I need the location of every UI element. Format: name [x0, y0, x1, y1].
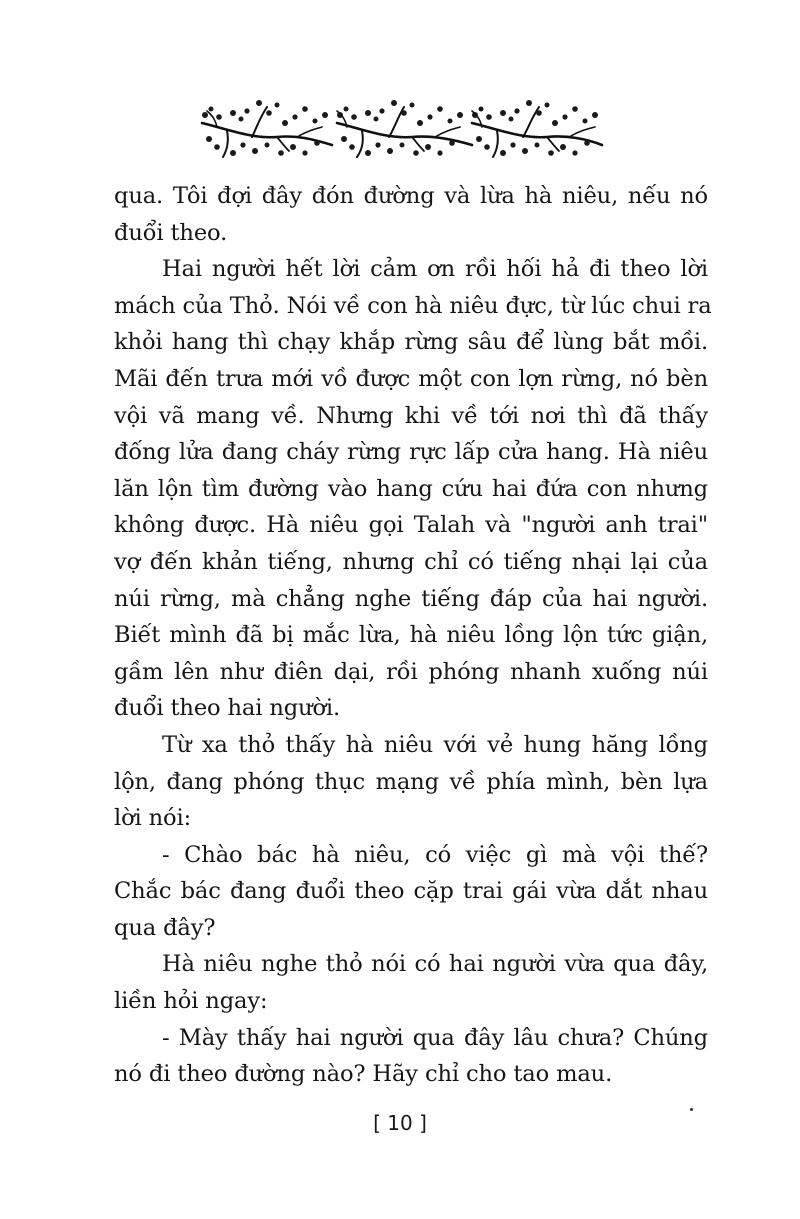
text-line: - Chào bác hà niêu, có việc gì mà vội thế?: [162, 841, 708, 868]
text-line: vội vã mang về. Nhưng khi về tới nơi thì đã thấy: [114, 402, 708, 429]
text-line: Từ xa thỏ thấy hà niêu với vẻ hung hăng lồng: [162, 731, 708, 758]
story-text: [114, 178, 712, 1093]
text-line: khỏi hang thì chạy khắp rừng sâu để lùng bắt mồi.: [114, 329, 708, 356]
text-line: đuổi theo hai người.: [114, 695, 341, 722]
paragraph: [114, 837, 708, 947]
text-line: nó đi theo đường nào? Hãy chỉ cho tao mau.: [114, 1061, 613, 1088]
paragraph: [114, 727, 708, 837]
text-line: qua. Tôi đợi đây đón đường và lừa hà niêu, nếu nó: [114, 183, 708, 209]
paragraph: [114, 251, 712, 727]
paragraph: [114, 1020, 708, 1093]
text-line: Biết mình đã bị mắc lừa, hà niêu lồng lộn tức giận,: [114, 622, 708, 649]
cherry-blossom-ornament-icon: [197, 95, 607, 165]
text-line: gầm lên như điên dại, rồi phóng nhanh xuống núi: [114, 658, 708, 685]
text-line: qua đây?: [114, 914, 216, 941]
page-number: [ 10 ]: [373, 1111, 427, 1135]
text-line: đuổi theo.: [114, 219, 228, 246]
text-line: vợ đến khản tiếng, nhưng chỉ có tiếng nhại lại của: [114, 548, 708, 575]
text-line: Chắc bác đang đuổi theo cặp trai gái vừa dắt nhau: [114, 878, 708, 905]
text-line: Hai người hết lời cảm ơn rồi hối hả đi theo lời: [162, 256, 708, 283]
text-line: liền hỏi ngay:: [114, 988, 268, 1015]
text-line: núi rừng, mà chẳng nghe tiếng đáp của hai người.: [114, 585, 708, 612]
text-line: Mãi đến trưa mới vồ được một con lợn rừng, nó bèn: [114, 365, 708, 392]
text-line: lăn lộn tìm đường vào hang cứu hai đứa con nhưng: [114, 475, 708, 502]
text-line: Hà niêu nghe thỏ nói có hai người vừa qua đây,: [162, 951, 708, 978]
text-line: lộn, đang phóng thục mạng về phía mình, bèn lựa: [114, 768, 708, 795]
paragraph: [114, 178, 708, 251]
text-line: - Mày thấy hai người qua đây lâu chưa? Chúng: [162, 1024, 708, 1051]
text-line: đống lửa đang cháy rừng rực lấp cửa hang. Hà niêu: [114, 439, 708, 466]
text-line: lời nói:: [114, 805, 192, 832]
text-line: mách của Thỏ. Nói về con hà niêu đực, từ lúc chui ra: [114, 292, 712, 319]
text-line: không được. Hà niêu gọi Talah và "người anh trai": [114, 512, 708, 539]
scan-speck: [690, 1108, 693, 1111]
paragraph: [114, 946, 708, 1019]
